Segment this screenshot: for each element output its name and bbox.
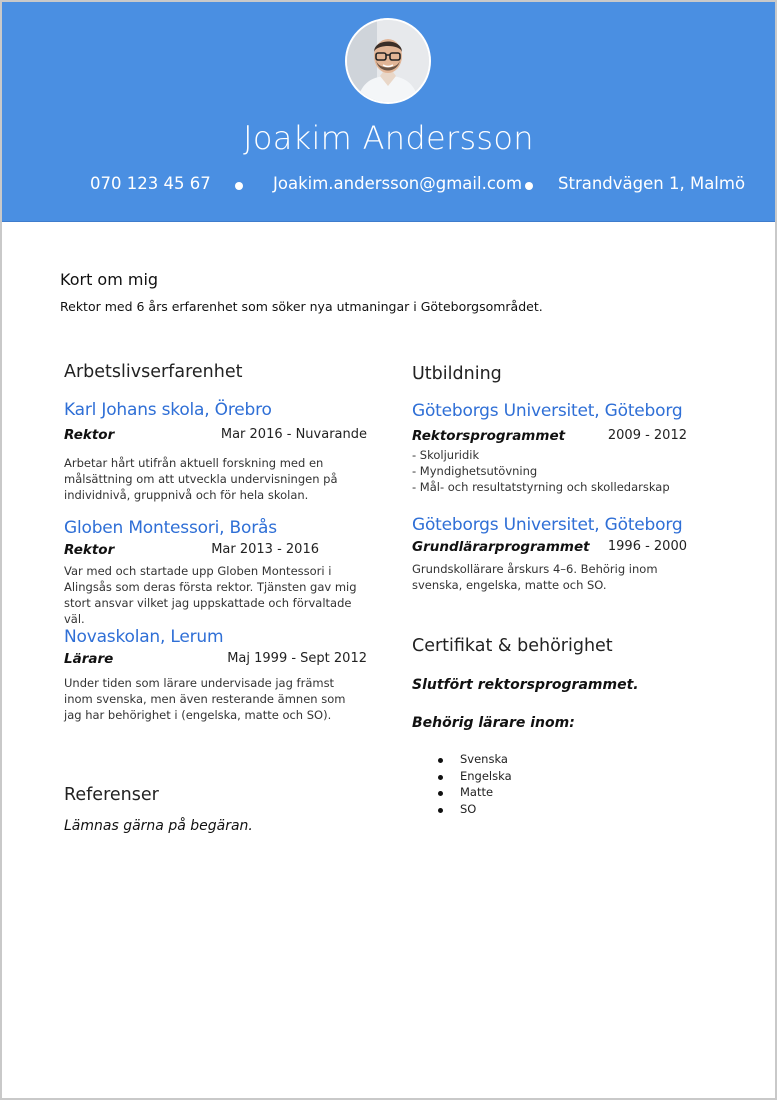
about-heading: Kort om mig [60,270,159,289]
experience-org: Globen Montessori, Borås [64,518,277,538]
certificate-completed: Slutfört rektorsprogrammet. [412,677,639,693]
profile-photo [347,20,429,102]
list-item: - Myndighetsutövning [412,464,538,478]
education-course-list [412,447,670,495]
experience-org: Karl Johans skola, Örebro [64,400,272,420]
person-name: Joakim Andersson [243,119,534,157]
list-item: - Mål- och resultatstyrning och skolledarskap [412,480,670,494]
home-address: Strandvägen 1, Malmö [558,174,746,193]
header-banner [2,2,775,222]
education-org: Göteborgs Universitet, Göteborg [412,515,683,535]
experience-dates: Mar 2016 - Nuvarande [220,427,367,442]
experience-description: Var med och startade upp Globen Montessori i Alingsås som deras första rektor. Tjänsten gav mig stort ansvar vilket jag uppskattade och förvaltade väl. [64,564,357,626]
list-item: Svenska [438,752,512,769]
education-program: Rektorsprogrammet [412,428,566,444]
phone-number: 070 123 45 67 [90,174,211,193]
about-text: Rektor med 6 års erfarenhet som söker nya utmaningar i Göteborgsområdet. [60,299,543,314]
education-description: Grundskollärare årskurs 4–6. Behörig inom svenska, engelska, matte och SO. [412,562,658,592]
references-text: Lämnas gärna på begäran. [64,818,253,834]
list-item: SO [438,802,512,819]
subject-list [438,752,512,818]
experience-dates: Maj 1999 - Sept 2012 [227,651,367,666]
list-item: Matte [438,785,512,802]
qualified-label: Behörig lärare inom: [412,715,575,731]
education-dates: 2009 - 2012 [607,428,687,443]
experience-role: Lärare [64,651,114,667]
email-address: Joakim.andersson@gmail.com [273,174,523,193]
separator-dot-icon [235,182,243,190]
separator-dot-icon [525,182,533,190]
experience-role: Rektor [64,542,115,558]
list-item: - Skoljuridik [412,448,480,462]
education-program: Grundlärarprogrammet [412,539,590,555]
list-item: Engelska [438,769,512,786]
education-heading: Utbildning [412,364,502,384]
experience-dates: Mar 2013 - 2016 [211,542,319,557]
education-dates: 1996 - 2000 [607,539,687,554]
experience-description: Arbetar hårt utifrån aktuell forskning med en målsättning om att utveckla undervisningen på individnivå, gruppnivå och för hela skolan. [64,456,338,502]
experience-heading: Arbetslivserfarenhet [64,362,243,382]
experience-description: Under tiden som lärare undervisade jag främst inom svenska, men även resterande ämnen som jag har behörighet i (engelska, matte och SO). [64,676,346,722]
education-org: Göteborgs Universitet, Göteborg [412,401,683,421]
experience-org: Novaskolan, Lerum [64,627,224,647]
profile-photo-icon [347,20,429,102]
experience-role: Rektor [64,427,115,443]
references-heading: Referenser [64,785,159,805]
certificates-heading: Certifikat & behörighet [412,636,613,656]
